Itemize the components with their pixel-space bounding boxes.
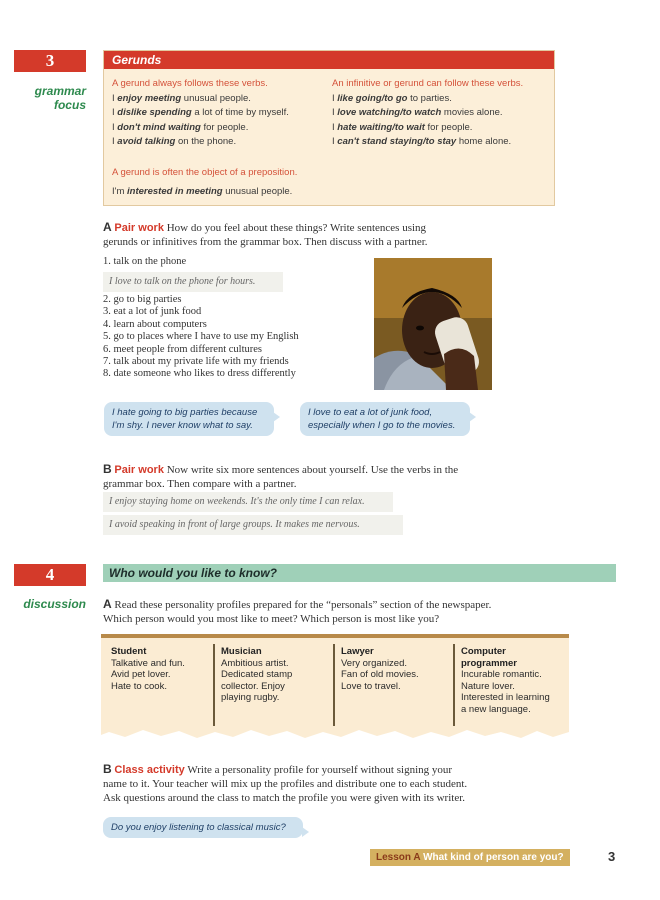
list-item: 7. talk about my private life with my friends bbox=[103, 356, 289, 368]
preposition-rule-block bbox=[112, 163, 552, 201]
torn-paper-edge bbox=[101, 726, 569, 740]
list-item: 2. go to big parties bbox=[103, 294, 182, 305]
profile-title: Student bbox=[111, 646, 147, 657]
man-on-phone-photo bbox=[374, 258, 492, 390]
profile-title: Musician bbox=[221, 646, 262, 657]
gerund-verbs-column bbox=[112, 77, 327, 150]
profile-divider bbox=[213, 644, 215, 726]
personality-profiles bbox=[101, 634, 569, 730]
section-label: discussion bbox=[23, 597, 86, 611]
grammar-example: I enjoy meeting unusual people. bbox=[112, 92, 251, 104]
list-item: 6. meet people from different cultures bbox=[103, 343, 262, 355]
section-number-4: 4 bbox=[14, 564, 86, 586]
grammar-box-title: Gerunds bbox=[104, 51, 554, 69]
list-item: 5. go to places where I have to use my English bbox=[103, 331, 299, 343]
speech-bubble: Do you enjoy listening to classical music? bbox=[103, 817, 303, 838]
grammar-example: I like going/to go to parties. bbox=[332, 92, 452, 104]
activity-a-instructions: A Pair work How do you feel about these things? Write sentences using gerunds or infinitives from the grammar box. Then discuss with a partner. bbox=[103, 220, 428, 248]
grammar-example: I can't stand staying/to stay home alone. bbox=[332, 136, 512, 147]
profile-title: programmer bbox=[461, 657, 517, 669]
lesson-footer bbox=[370, 849, 570, 866]
speech-bubble: I love to eat a lot of junk food, especially when I go to the movies. bbox=[300, 402, 470, 436]
class-activity-instructions: B Class activity Write a personality profile for yourself without signing your name to it. Your teacher will mix up the profiles and distribute one to each student. Ask questions around the class to match the profile you were given with its writer. bbox=[103, 762, 468, 804]
activity-a-example: I love to talk on the phone for hours. bbox=[103, 272, 283, 292]
gerund-rule: A gerund always follows these verbs. bbox=[112, 78, 268, 89]
profile-card: Musician Ambitious artist. Dedicated stamp collector. Enjoy playing rugby. bbox=[221, 646, 331, 704]
activity-a-item-1: 1. talk on the phone bbox=[103, 256, 187, 267]
list-item: 4. learn about computers bbox=[103, 318, 207, 330]
page-number: 3 bbox=[608, 849, 616, 864]
infinitive-verbs-column bbox=[332, 77, 554, 150]
grammar-example: I avoid talking on the phone. bbox=[112, 136, 237, 147]
speech-bubble: I hate going to big parties because I'm shy. I never know what to say. bbox=[104, 402, 274, 436]
profile-card: Student Talkative and fun. Avid pet lover. Hate to cook. bbox=[111, 646, 209, 692]
lesson-title: What kind of person are you? bbox=[423, 852, 564, 863]
discussion-instructions: A Read these personality profiles prepared for the “personals” section of the newspaper. Which person would you most like to meet? Which person is most like you? bbox=[103, 597, 492, 625]
grammar-example: I hate waiting/to wait for people. bbox=[332, 121, 473, 133]
infinitive-rule: An infinitive or gerund can follow these verbs. bbox=[332, 78, 524, 89]
grammar-example: I don't mind waiting for people. bbox=[112, 121, 249, 133]
section-label-line2: focus bbox=[53, 98, 86, 112]
profile-card: Computer programmer Incurable romantic. Nature lover. Interested in learning a new language. bbox=[461, 646, 567, 715]
profile-card: Lawyer Very organized. Fan of old movies. Love to travel. bbox=[341, 646, 451, 692]
profile-title: Computer bbox=[461, 646, 506, 657]
list-item: 8. date someone who likes to dress differently bbox=[103, 368, 296, 380]
grammar-example: I'm interested in meeting unusual people. bbox=[112, 186, 293, 197]
activity-b-example: I enjoy staying home on weekends. It's the only time I can relax. bbox=[103, 492, 393, 512]
list-item: 3. eat a lot of junk food bbox=[103, 306, 202, 318]
lesson-label: Lesson A bbox=[376, 852, 421, 863]
activity-b-example: I avoid speaking in front of large groups. It makes me nervous. bbox=[103, 515, 403, 535]
profile-divider bbox=[453, 644, 455, 726]
preposition-rule: A gerund is often the object of a preposition. bbox=[112, 167, 298, 178]
grammar-example: I dislike spending a lot of time by myself. bbox=[112, 107, 289, 118]
grammar-example: I love watching/to watch movies alone. bbox=[332, 107, 503, 118]
activity-b-instructions: B Pair work Now write six more sentences about yourself. Use the verbs in the grammar box. Then compare with a partner. bbox=[103, 462, 459, 490]
section-number-3: 3 bbox=[14, 50, 86, 72]
section-label-line1: grammar bbox=[34, 84, 86, 98]
profile-divider bbox=[333, 644, 335, 726]
profile-title: Lawyer bbox=[341, 646, 374, 657]
activity-a-list bbox=[103, 294, 371, 381]
section-label bbox=[14, 84, 86, 112]
section-title-bar: Who would you like to know? bbox=[103, 564, 616, 582]
grammar-box bbox=[103, 50, 555, 206]
